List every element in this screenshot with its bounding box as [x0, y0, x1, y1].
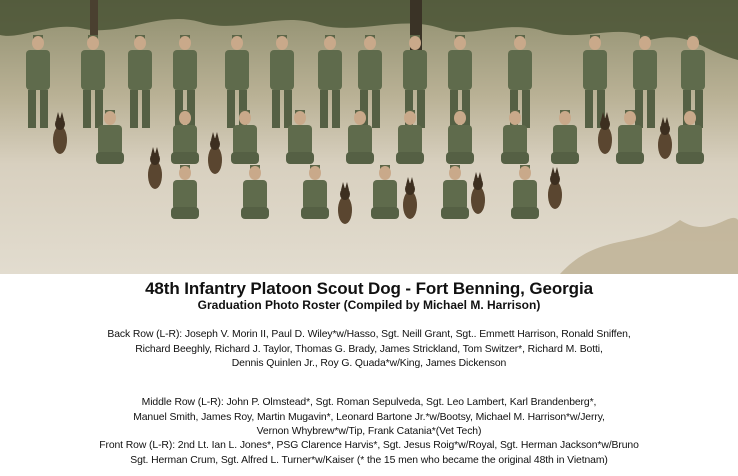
middle-row-line: Vernon Whybrew*w/Tip, Frank Catania*(Vet Tech)	[256, 426, 482, 437]
back-row-line: Dennis Quinlen Jr., Roy G. Quada*w/King, James Dickenson	[231, 358, 507, 369]
front-row-line: Sgt. Herman Crum, Sgt. Alfred L. Turner*w/Kaiser (* the 15 men who became the original 48th in Vietnam)	[130, 454, 608, 466]
back-row-line: Richard Beeghly, Richard J. Taylor, Thomas G. Brady, James Strickland, Tom Switzer*, Richard M. Botti,	[135, 343, 603, 355]
roster-title: 48th Infantry Platoon Scout Dog - Fort Benning, Georgia	[145, 279, 593, 298]
front-row-roster	[0, 439, 738, 468]
roster-subtitle: Graduation Photo Roster (Compiled by Michael M. Harrison)	[197, 298, 541, 312]
middle-row-roster	[0, 396, 738, 440]
middle-row-line: Middle Row (L-R): John P. Olmstead*, Sgt. Roman Sepulveda, Sgt. Leo Lambert, Karl Brandenberg*,	[141, 397, 597, 408]
photo-caption	[0, 276, 738, 476]
back-row-line: Back Row (L-R): Joseph V. Morin II, Paul D. Wiley*w/Hasso, Sgt. Neill Grant, Sgt.. Emmett Harrison, Ronald Sniffen,	[107, 329, 631, 340]
back-row-roster	[0, 328, 738, 372]
front-row-line: Front Row (L-R): 2nd Lt. Ian L. Jones*, PSG Clarence Harvis*, Sgt. Jesus Roig*w/Royal, Sgt. Herman Jackson*w/Bruno	[99, 440, 639, 451]
middle-row-line: Manuel Smith, James Roy, Martin Mugavin*, Leonard Bartone Jr.*w/Bootsy, Michael M. Harrison*w/Jerry,	[133, 411, 605, 423]
